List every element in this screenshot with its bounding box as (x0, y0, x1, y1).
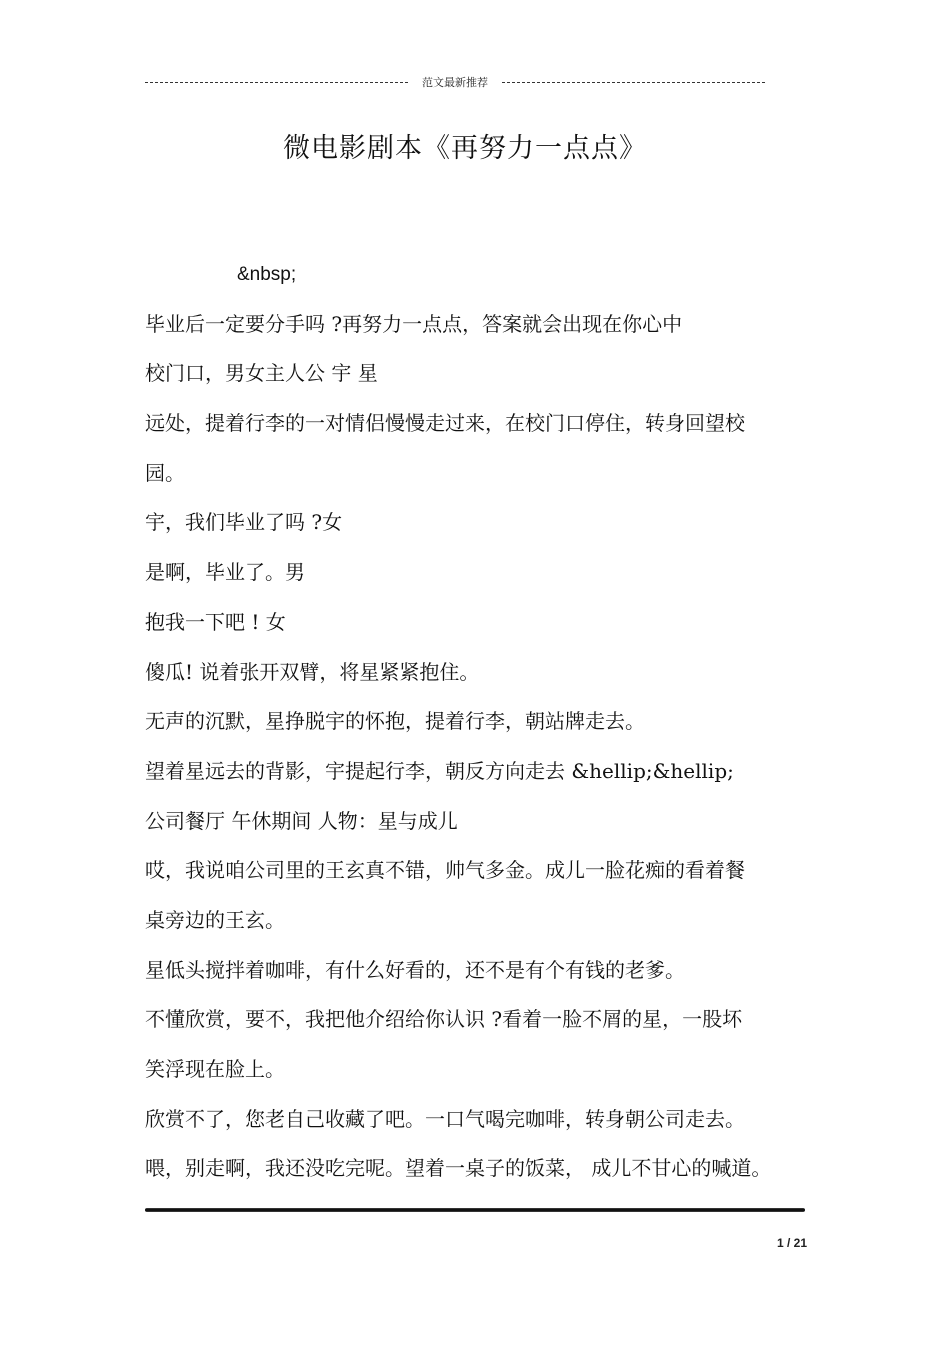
text-line: 欣赏不了，您老自己收藏了吧。一口气喝完咖啡，转身朝公司走去。 (145, 1106, 745, 1131)
page-number: 1 / 21 (776, 1236, 807, 1250)
text-line: 喂，别走啊，我还没吃完呢。望着一桌子的饭菜， 成儿不甘心的喊道。 (145, 1156, 772, 1181)
text-line: 桌旁边的王玄。 (145, 907, 285, 932)
text-line: 望着星远去的背影，宇提起行李，朝反方向走去 &hellip;&hellip; (145, 758, 734, 783)
text-line: 公司餐厅 午休期间 人物：星与成儿 (145, 808, 458, 833)
text-line: 宇，我们毕业了吗 ?女 (145, 510, 343, 535)
text-line: 毕业后一定要分手吗 ?再努力一点点，答案就会出现在你心中 (145, 311, 683, 336)
text-line: 是啊，毕业了。男 (145, 560, 305, 585)
text-line: &nbsp; (237, 264, 297, 285)
text-line: 不懂欣赏，要不，我把他介绍给你认识 ?看着一脸不屑的星，一股坏 (145, 1007, 743, 1032)
document-title: 微电影剧本《再努力一点点》 (283, 133, 647, 164)
header-right-dash (502, 82, 765, 83)
footer-divider (145, 1208, 805, 1212)
text-line: 傻瓜! 说着张开双臂，将星紧紧抱住。 (145, 659, 480, 684)
header-text: 范文最新推荐 (422, 76, 488, 89)
page-header (145, 72, 765, 92)
text-line: 抱我一下吧 ! 女 (145, 609, 286, 634)
text-line: 远处，提着行李的一对情侣慢慢走过来，在校门口停住，转身回望校 (145, 411, 745, 436)
text-line: 园。 (145, 460, 185, 485)
script-body (145, 250, 805, 1194)
header-left-dash (145, 82, 408, 83)
text-line: 无声的沉默，星挣脱宇的怀抱，提着行李，朝站牌走去。 (145, 709, 645, 734)
text-line: 校门口，男女主人公 宇 星 (145, 361, 378, 386)
text-line: 星低头搅拌着咖啡，有什么好看的，还不是有个有钱的老爹。 (145, 957, 685, 982)
text-line: 笑浮现在脸上。 (145, 1057, 285, 1081)
text-line: 哎，我说咱公司里的王玄真不错，帅气多金。成儿一脸花痴的看着餐 (145, 858, 745, 883)
